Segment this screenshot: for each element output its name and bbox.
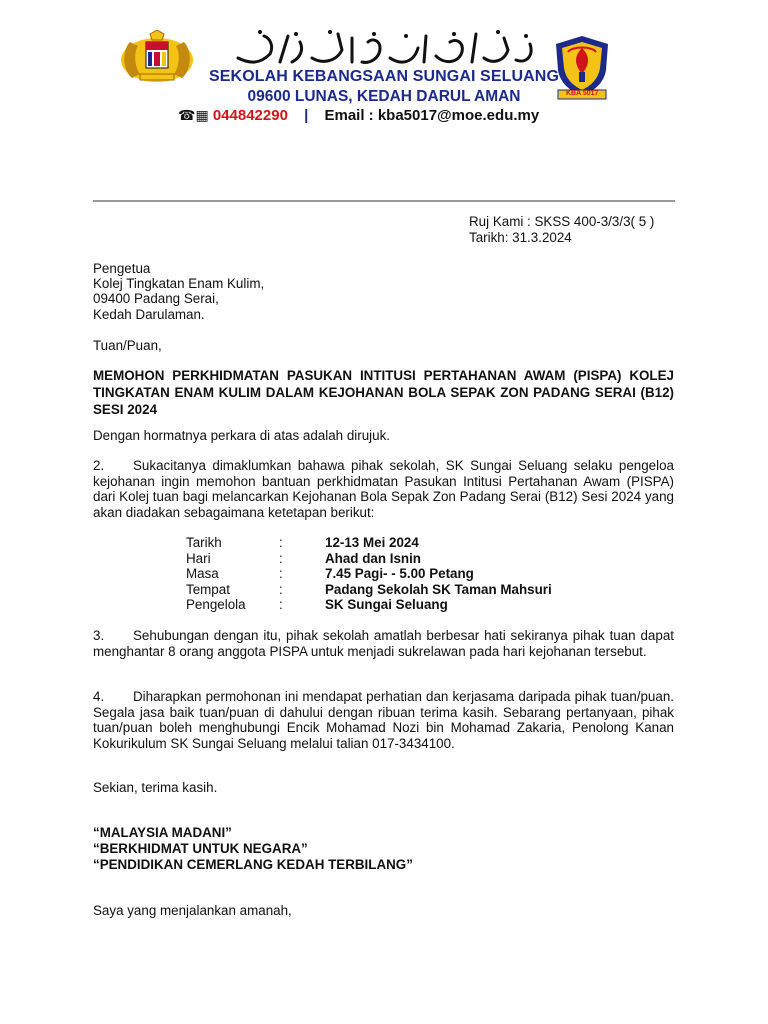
letter-date: Tarikh: 31.3.2024 [469,230,572,245]
school-code-label: KBA 5017 [566,90,599,97]
signoff: Saya yang menjalankan amanah, [93,903,292,918]
detail-label: Hari [186,550,211,566]
letter-subject: MEMOHON PERKHIDMATAN PASUKAN INTITUSI PERTAHANAN AWAM (PISPA) KOLEJ TINGKATAN ENAM KULIM DALAM KEJOHANAN BOLA SEPAK ZON PADANG SERAI (B12) SESI 2024 [93,368,674,417]
school-address: 09600 LUNAS, KEDAH DARUL AMAN [247,88,521,105]
paragraph-number: 3. [93,628,105,643]
recipient-line: Kedah Darulaman. [93,307,205,322]
detail-label: Tempat [186,581,230,597]
paragraph-3 [93,628,674,659]
detail-value: Padang Sekolah SK Taman Mahsuri [325,581,552,597]
email-address: Email : kba5017@moe.edu.my [324,107,540,124]
contact-line [178,107,598,124]
phone-number: 044842290 [212,107,288,124]
detail-colon: : [279,581,283,597]
detail-label: Pengelola [186,597,246,612]
motto: “BERKHIDMAT UNTUK NEGARA” [93,841,308,856]
contact-separator: | [304,107,309,124]
detail-value: 7.45 Pagi- - 5.00 Petang [325,566,474,581]
header-divider [93,200,675,202]
recipient-line: 09400 Padang Serai, [93,291,219,306]
detail-value: SK Sungai Seluang [325,597,448,612]
telephone-icon: ☎▦ [178,107,209,123]
paragraph-1: Dengan hormatnya perkara di atas adalah dirujuk. [93,428,391,443]
closing: Sekian, terima kasih. [93,780,218,795]
reference-number: Ruj Kami : SKSS 400-3/3/3( 5 ) [469,214,655,229]
paragraph-text: Sehubungan dengan itu, pihak sekolah amatlah berbesar hati sekiranya pihak tuan dapat menghantar 8 orang anggota PISPA untuk menjadi sukrelawan pada hari kejohanan tersebut. [93,628,674,659]
detail-value: Ahad dan Isnin [325,550,421,566]
detail-colon: : [279,550,283,566]
recipient-line: Kolej Tingkatan Enam Kulim, [93,276,265,291]
paragraph-text: Sukacitanya dimaklumkan bahawa pihak sekolah, SK Sungai Seluang selaku pengeloa kejohanan ingin memohon bantuan perkhidmatan Pasukan Intitusi Pertahanan Awam (PISPA) dari Kolej tuan bagi melancarkan Kejohanan Bola Sepak Zon Padang Serai (B12) Sesi 2024 yang akan diadakan sebagaimana ketetapan berikut: [93,458,674,520]
recipient-title: Pengetua [93,261,151,276]
paragraph-number: 4. [93,689,105,704]
salutation: Tuan/Puan, [93,338,162,353]
detail-label: Tarikh [186,535,222,550]
detail-value: 12-13 Mei 2024 [325,535,419,550]
detail-colon: : [279,566,283,581]
jawi-school-name [230,28,540,70]
motto: “MALAYSIA MADANI” [93,825,232,840]
motto: “PENDIDIKAN CEMERLANG KEDAH TERBILANG” [93,857,413,872]
paragraph-number: 2. [93,458,105,473]
detail-colon: : [279,597,283,612]
school-name: SEKOLAH KEBANGSAAN SUNGAI SELUANG [209,68,559,85]
detail-colon: : [279,535,283,550]
detail-label: Masa [186,566,219,581]
paragraph-2 [93,458,674,520]
paragraph-4 [93,689,674,751]
paragraph-text: Diharapkan permohonan ini mendapat perhatian dan kerjasama daripada pihak tuan/puan. Segala jasa baik tuan/puan di dahului dengan ribuan terima kasih. Sebarang pertanyaan, pihak tuan/puan boleh menghubungi Encik Mohamad Nozi bin Mohamad Zakaria, Penolong Kanan Kokurikulum SK Sungai Seluang melalui talian 017-3434100. [93,689,674,751]
